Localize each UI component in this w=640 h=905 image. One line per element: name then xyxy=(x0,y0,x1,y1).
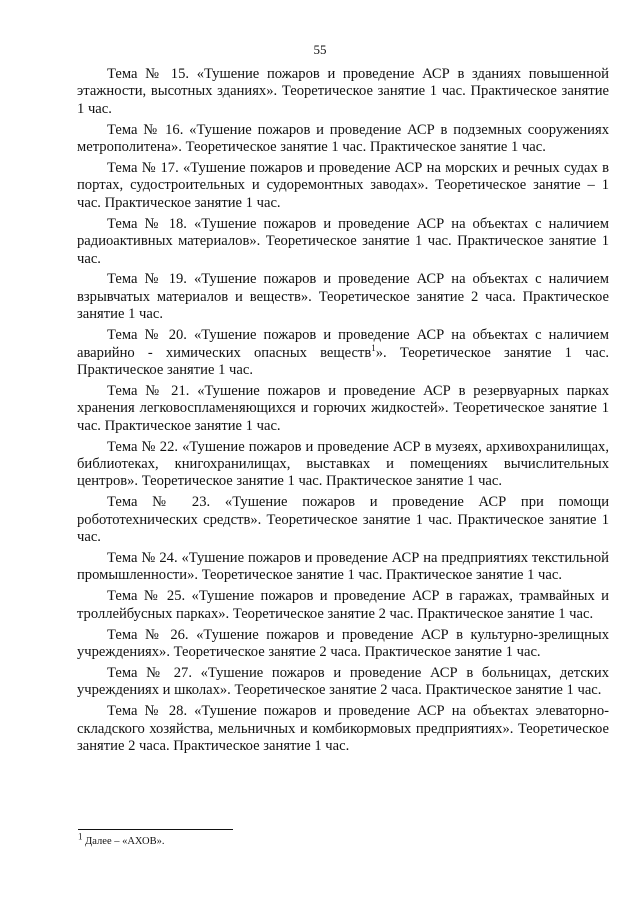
paragraph-topic-23: Тема № 23. «Тушение пожаров и проведение АСР при помощи робототехнических средств». Теоретическое занятие 1 час. Практическое занятие 1 час. xyxy=(77,494,609,546)
paragraph-topic-25: Тема № 25. «Тушение пожаров и проведение АСР в гаражах, трамвайных и троллейбусных парках». Теоретическое занятие 2 час. Практическое занятие 1 час. xyxy=(77,588,609,622)
footnote xyxy=(78,831,165,848)
paragraph-topic-20-rest: ». Теоретическое занятие 1 час. Практическое занятие 1 час. xyxy=(77,344,610,378)
paragraph-topic-19: Тема № 19. «Тушение пожаров и проведение АСР на объектах с наличием взрывчатых материалов и веществ». Теоретическое занятие 2 часа. Практическое занятие 1 час. xyxy=(77,271,609,323)
paragraph-topic-17: Тема № 17. «Тушение пожаров и проведение АСР на морских и речных судах в портах, судостроительных и судоремонтных заводах». Теоретическое занятие – 1 час. Практическое занятие 1 час. xyxy=(77,160,609,211)
paragraph-topic-15: Тема № 15. «Тушение пожаров и проведение АСР в зданиях повышенной этажности, высотных зданиях». Теоретическое занятие 1 час. Практическое занятие 1 час. xyxy=(77,66,609,117)
paragraph-topic-27: Тема № 27. «Тушение пожаров и проведение АСР в больницах, детских учреждениях и школах». Теоретическое занятие 2 часа. Практическое занятие 1 час. xyxy=(77,665,609,699)
footnote-text: Далее – «АХОВ». xyxy=(82,836,165,847)
footnote-reference: 1 xyxy=(371,342,376,353)
footnote-marker: 1 xyxy=(78,831,83,842)
paragraph-topic-18: Тема № 18. «Тушение пожаров и проведение АСР на объектах с наличием радиоактивных материалов». Теоретическое занятие 1 час. Практическое занятие 1 час. xyxy=(77,215,609,267)
document-body xyxy=(77,66,609,759)
paragraph-topic-21: Тема № 21. «Тушение пожаров и проведение АСР в резервуарных парках хранения легковоспламеняющихся и горючих жидкостей». Теоретическое занятие 1 час. Практическое занятие 1 час. xyxy=(77,382,609,434)
paragraph-topic-24: Тема № 24. «Тушение пожаров и проведение АСР на предприятиях текстильной промышленности». Теоретическое занятие 1 час. Практическое занятие 1 час. xyxy=(77,550,609,584)
paragraph-topic-20-main: Тема № 20. «Тушение пожаров и проведение АСР на объектах с наличием аварийно - химических опасных веществ xyxy=(77,327,609,361)
paragraph-topic-16: Тема № 16. «Тушение пожаров и проведение АСР в подземных сооружениях метрополитена». Теоретическое занятие 1 час. Практическое занятие 1 час. xyxy=(77,121,609,156)
footnote-divider xyxy=(78,829,233,830)
paragraph-topic-26: Тема № 26. «Тушение пожаров и проведение АСР в культурно-зрелищных учреждениях». Теоретическое занятие 2 часа. Практическое занятие 1 час. xyxy=(77,626,609,661)
paragraph-topic-28: Тема № 28. «Тушение пожаров и проведение АСР на объектах элеваторно-складского хозяйства, мельничных и комбикормовых предприятиях». Теоретическое занятие 2 часа. Практическое занятие 1 час. xyxy=(77,703,609,755)
paragraph-topic-20 xyxy=(77,327,609,379)
paragraph-topic-22: Тема № 22. «Тушение пожаров и проведение АСР в музеях, архивохранилищах, библиотеках, книгохранилищах, выставках и помещениях вычислительных центров». Теоретическое занятие 1 час. Практическое занятие 1 час. xyxy=(77,438,609,490)
page-number: 55 xyxy=(313,42,327,57)
